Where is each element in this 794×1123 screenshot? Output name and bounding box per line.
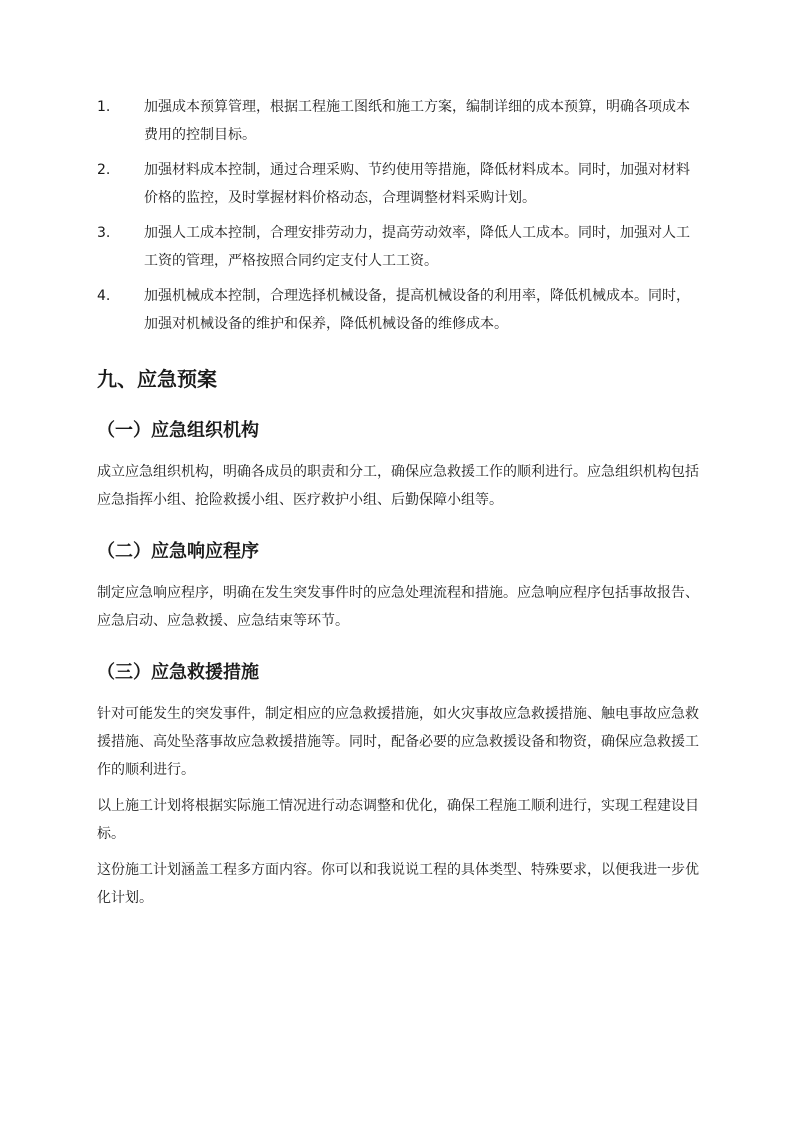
- list-text: 加强成本预算管理，根据工程施工图纸和施工方案，编制详细的成本预算，明确各项成本费用的控制目标。: [144, 99, 690, 143]
- section-heading-emergency-plan: 九、应急预案: [97, 367, 217, 391]
- list-item: [97, 93, 700, 149]
- list-text: 加强人工成本控制，合理安排劳动力，提高劳动效率，降低人工成本。同时，加强对人工工资的管理，严格按照合同约定支付人工工资。: [144, 225, 690, 269]
- list-number: 3.: [97, 225, 111, 241]
- subsection-heading-response-procedure: （二）应急响应程序: [97, 541, 259, 562]
- cost-control-list: [97, 93, 700, 338]
- paragraph-organization: 成立应急组织机构，明确各成员的职责和分工，确保应急救援工作的顺利进行。应急组织机构包括应急指挥小组、抢险救援小组、医疗救护小组、后勤保障小组等。: [97, 464, 699, 508]
- subsection-heading-rescue-measures: （三）应急救援措施: [97, 662, 259, 683]
- list-number: 4.: [97, 288, 111, 304]
- list-number: 1.: [97, 99, 111, 115]
- paragraph-closing-followup: 这份施工计划涵盖工程多方面内容。你可以和我说说工程的具体类型、特殊要求，以便我进一步优化计划。: [97, 862, 699, 906]
- paragraph-rescue-measures: 针对可能发生的突发事件，制定相应的应急救援措施，如火灾事故应急救援措施、触电事故应急救援措施、高处坠落事故应急救援措施等。同时，配备必要的应急救援设备和物资，确保应急救援工作的顺利进行。: [97, 706, 699, 778]
- list-text: 加强材料成本控制，通过合理采购、节约使用等措施，降低材料成本。同时，加强对材料价格的监控，及时掌握材料价格动态，合理调整材料采购计划。: [144, 162, 690, 206]
- subsection-heading-organization: （一）应急组织机构: [97, 420, 259, 441]
- list-item: [97, 156, 700, 212]
- list-number: 2.: [97, 162, 111, 178]
- paragraph-response-procedure: 制定应急响应程序，明确在发生突发事件时的应急处理流程和措施。应急响应程序包括事故报告、应急启动、应急救援、应急结束等环节。: [97, 585, 699, 629]
- list-text: 加强机械成本控制，合理选择机械设备，提高机械设备的利用率，降低机械成本。同时，加强对机械设备的维护和保养，降低机械设备的维修成本。: [144, 288, 690, 332]
- list-item: [97, 282, 700, 338]
- paragraph-closing-summary: 以上施工计划将根据实际施工情况进行动态调整和优化，确保工程施工顺利进行，实现工程建设目标。: [97, 798, 699, 842]
- list-item: [97, 219, 700, 275]
